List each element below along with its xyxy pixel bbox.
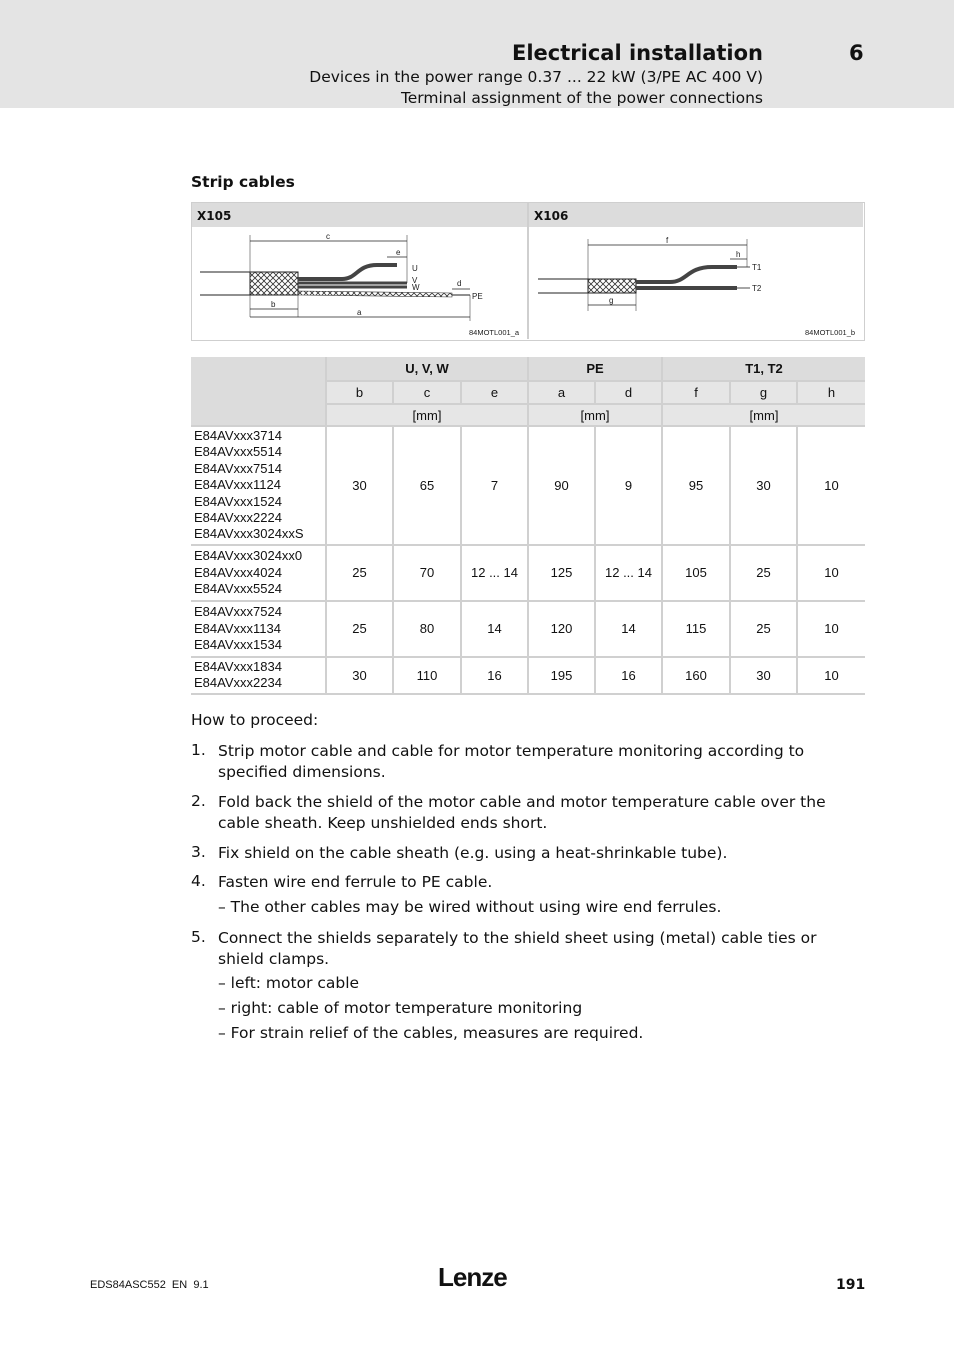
- step-number: 4.: [191, 872, 206, 890]
- step-number: 5.: [191, 928, 206, 946]
- cell-g: 30: [730, 426, 797, 545]
- step-text: Fix shield on the cable sheath (e.g. using a heat-shrinkable tube).: [218, 844, 728, 862]
- document-id: EDS84ASC552 EN 9.1: [90, 1279, 209, 1291]
- step-text: Connect the shields separately to the shield sheet using (metal) cable ties or shield clamps.: [218, 929, 817, 968]
- chapter-subtitle: Devices in the power range 0.37 ... 22 kW (3/PE AC 400 V): [309, 68, 763, 86]
- cell-h: 10: [797, 545, 865, 601]
- table-group-header-row: [191, 357, 865, 381]
- table-row: [191, 601, 865, 657]
- x105-drawing: [200, 232, 520, 337]
- cell-a: 90: [528, 426, 595, 545]
- chapter-number: 6: [849, 41, 864, 65]
- cell-a: 120: [528, 601, 595, 657]
- cell-d: 16: [595, 657, 662, 694]
- label-h: h: [736, 250, 741, 259]
- model-list: E84AVxxx3024xx0 E84AVxxx4024 E84AVxxx5524: [191, 545, 326, 601]
- unit-uvw: [mm]: [326, 404, 528, 426]
- step-note: – left: motor cable: [218, 974, 360, 992]
- cell-a: 195: [528, 657, 595, 694]
- label-d: d: [457, 279, 462, 288]
- label-e: e: [396, 248, 401, 257]
- cell-f: 160: [662, 657, 730, 694]
- cell-h: 10: [797, 601, 865, 657]
- cell-h: 10: [797, 426, 865, 545]
- strip-dimensions-table: [191, 357, 865, 695]
- step-number: 1.: [191, 741, 206, 759]
- model-list: E84AVxxx3714 E84AVxxx5514 E84AVxxx7514 E84AVxxx1124 E84AVxxx1524 E84AVxxx2224 E84AVxxx3024xxS: [191, 426, 326, 545]
- step-text: Fold back the shield of the motor cable and motor temperature cable over the cable sheath. Keep unshielded ends short.: [218, 793, 826, 832]
- cell-e: 14: [461, 601, 528, 657]
- cell-e: 12 ... 14: [461, 545, 528, 601]
- diagram-code-right: 84MOTL001_b: [805, 328, 856, 337]
- label-a: a: [357, 308, 362, 317]
- step-note: – The other cables may be wired without using wire end ferrules.: [218, 898, 722, 916]
- unit-t1t2: [mm]: [662, 404, 865, 426]
- col-header-h: h: [797, 381, 865, 404]
- cable-drawing: [192, 227, 863, 340]
- step-number: 2.: [191, 792, 206, 810]
- label-v: V: [412, 276, 418, 285]
- cell-b: 25: [326, 545, 393, 601]
- lenze-logo: Lenze: [438, 1262, 507, 1292]
- step-note: – For strain relief of the cables, measures are required.: [218, 1024, 644, 1042]
- cell-g: 25: [730, 601, 797, 657]
- model-list: E84AVxxx7524 E84AVxxx1134 E84AVxxx1534: [191, 601, 326, 657]
- cell-c: 80: [393, 601, 461, 657]
- table-corner-cell: [191, 357, 326, 426]
- label-g: g: [609, 296, 614, 305]
- step-text: Fasten wire end ferrule to PE cable.: [218, 873, 493, 891]
- label-u: U: [412, 264, 418, 273]
- col-header-b: b: [326, 381, 393, 404]
- cell-e: 16: [461, 657, 528, 694]
- unit-pe: [mm]: [528, 404, 662, 426]
- cell-f: 95: [662, 426, 730, 545]
- cell-c: 110: [393, 657, 461, 694]
- label-b: b: [271, 300, 276, 309]
- procedure-intro: How to proceed:: [191, 711, 319, 729]
- cell-b: 25: [326, 601, 393, 657]
- cell-d: 14: [595, 601, 662, 657]
- step-text: Strip motor cable and cable for motor temperature monitoring according to specified dimensions.: [218, 742, 805, 781]
- label-t1: T1: [752, 263, 762, 272]
- table-row: [191, 545, 865, 601]
- strip-cables-diagram: [191, 202, 865, 341]
- diagram-heading-x105: X105: [192, 203, 527, 227]
- cell-d: 9: [595, 426, 662, 545]
- col-header-d: d: [595, 381, 662, 404]
- cell-f: 105: [662, 545, 730, 601]
- diagram-heading-x106: X106: [529, 203, 863, 227]
- page-number: 191: [836, 1277, 866, 1293]
- cell-b: 30: [326, 426, 393, 545]
- col-header-f: f: [662, 381, 730, 404]
- cell-e: 7: [461, 426, 528, 545]
- col-header-c: c: [393, 381, 461, 404]
- x106-drawing: [538, 236, 855, 337]
- label-w: W: [412, 283, 420, 292]
- step-note: – right: cable of motor temperature monitoring: [218, 999, 583, 1017]
- step-number: 3.: [191, 843, 206, 861]
- cell-c: 65: [393, 426, 461, 545]
- col-header-a: a: [528, 381, 595, 404]
- cell-f: 115: [662, 601, 730, 657]
- cell-a: 125: [528, 545, 595, 601]
- group-header-uvw: U, V, W: [326, 357, 528, 381]
- group-header-pe: PE: [528, 357, 662, 381]
- label-pe: PE: [472, 292, 483, 301]
- col-header-g: g: [730, 381, 797, 404]
- table-row: [191, 657, 865, 694]
- section-subtitle: Terminal assignment of the power connections: [400, 89, 763, 107]
- section-title: Strip cables: [191, 173, 295, 191]
- label-f: f: [666, 236, 669, 245]
- cell-g: 30: [730, 657, 797, 694]
- cell-d: 12 ... 14: [595, 545, 662, 601]
- col-header-e: e: [461, 381, 528, 404]
- table-row: [191, 426, 865, 545]
- group-header-t1t2: T1, T2: [662, 357, 865, 381]
- cell-c: 70: [393, 545, 461, 601]
- cell-b: 30: [326, 657, 393, 694]
- label-t2: T2: [752, 284, 762, 293]
- label-c: c: [326, 232, 330, 241]
- chapter-title: Electrical installation: [512, 41, 763, 65]
- model-list: E84AVxxx1834 E84AVxxx2234: [191, 657, 326, 694]
- diagram-code-left: 84MOTL001_a: [469, 328, 520, 337]
- cell-g: 25: [730, 545, 797, 601]
- cell-h: 10: [797, 657, 865, 694]
